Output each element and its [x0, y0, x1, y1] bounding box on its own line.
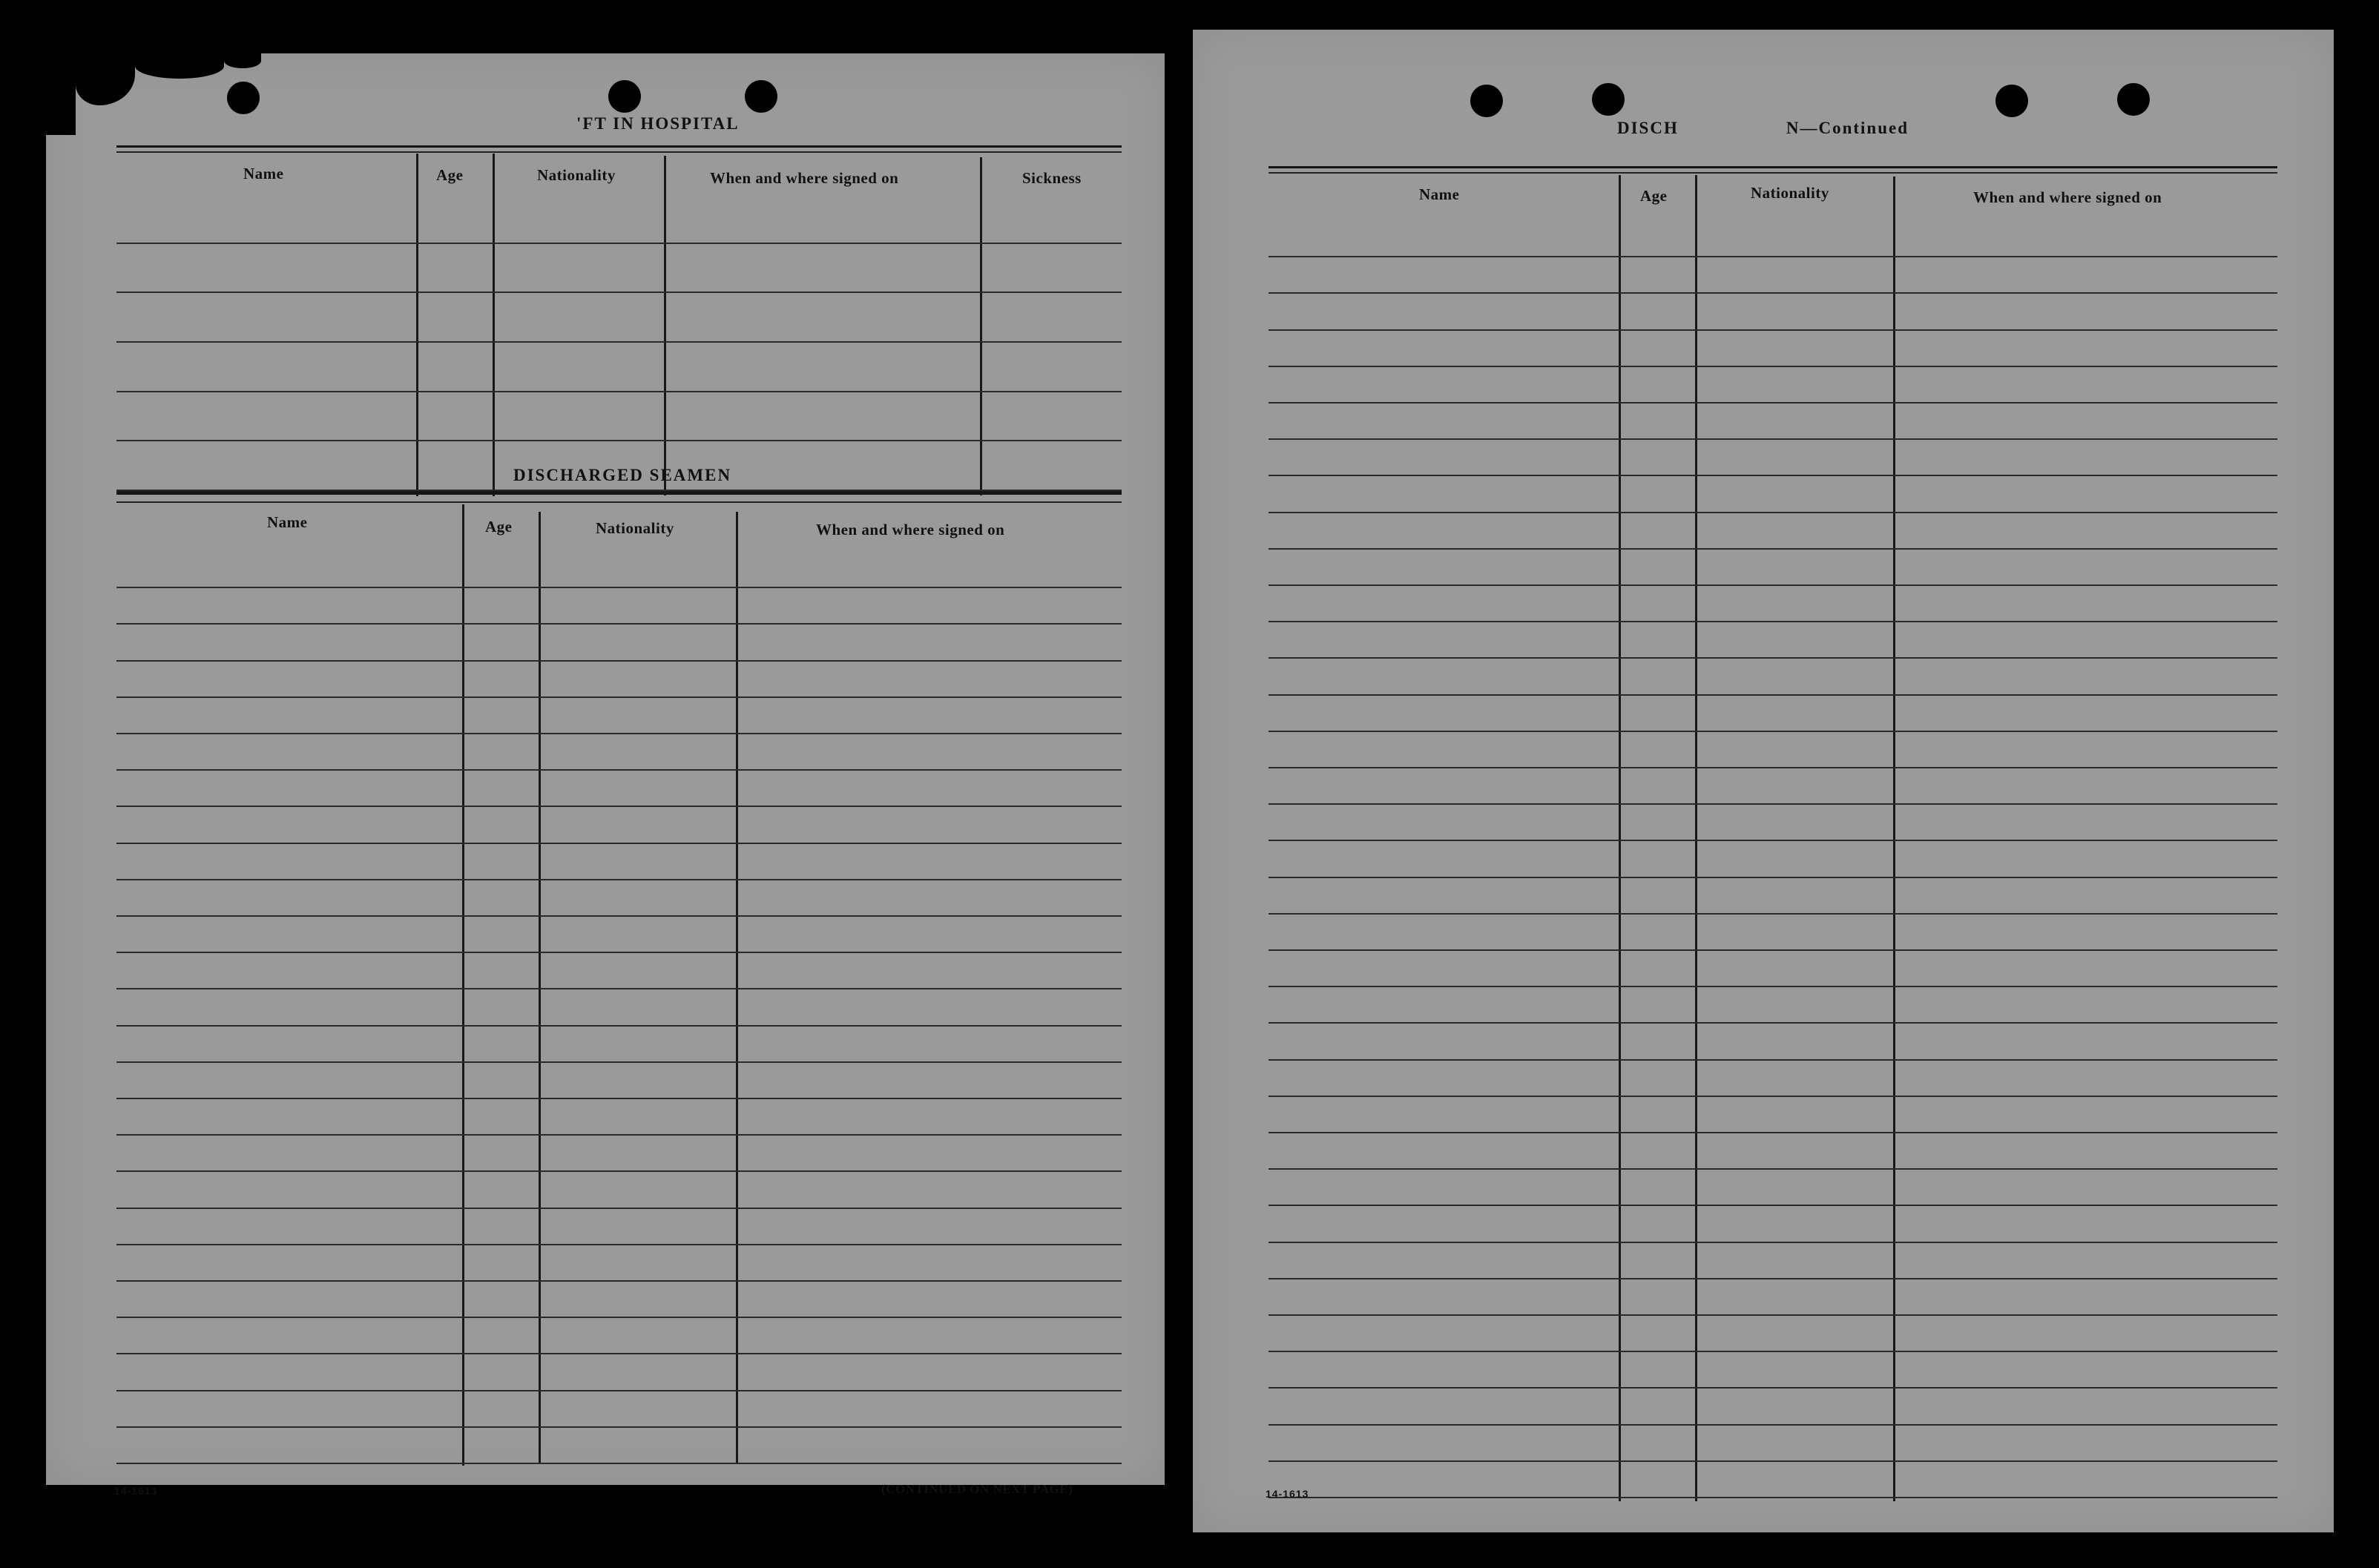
entry-row-line	[1269, 475, 2277, 476]
entry-row-line	[1269, 402, 2277, 403]
entry-row-line	[1269, 731, 2277, 732]
entry-row-line	[116, 769, 1122, 771]
section-rule	[116, 145, 1122, 148]
section-rule	[1269, 166, 2277, 168]
entry-row-line	[116, 341, 1122, 343]
punch-hole	[608, 80, 641, 113]
entry-row-line	[1269, 1278, 2277, 1279]
entry-row-line	[116, 1280, 1122, 1282]
entry-row-line	[1269, 1096, 2277, 1097]
col-header-when-where: When and where signed on	[816, 521, 1005, 538]
entry-row-line	[1269, 913, 2277, 915]
entry-row-line	[116, 587, 1122, 588]
entry-row-line	[1269, 1314, 2277, 1316]
entry-row-line	[116, 243, 1122, 244]
entry-row-line	[1269, 1205, 2277, 1206]
entry-row-line	[116, 291, 1122, 293]
entry-row-line	[1269, 256, 2277, 257]
col-header-when-where: When and where signed on	[710, 169, 899, 187]
entry-row-line	[116, 623, 1122, 625]
entry-row-line	[1269, 1351, 2277, 1352]
entry-row-line	[116, 660, 1122, 662]
entry-row-line	[1269, 512, 2277, 513]
entry-row-line	[116, 1025, 1122, 1027]
entry-row-line	[116, 806, 1122, 807]
col-header-when-where: When and where signed on	[1973, 188, 2162, 206]
title-fragment: DISCH	[1617, 119, 1679, 137]
entry-row-line	[116, 879, 1122, 880]
entry-row-line	[1269, 657, 2277, 659]
col-header-age: Age	[1640, 187, 1668, 205]
discharged-entry-rows	[116, 552, 1122, 1464]
entry-row-line	[1269, 1168, 2277, 1170]
form-number: 14-1613	[1266, 1488, 1309, 1500]
entry-row-line	[116, 1353, 1122, 1354]
entry-row-line	[116, 952, 1122, 953]
entry-row-line	[1269, 1022, 2277, 1024]
entry-row-line	[116, 1317, 1122, 1318]
entry-row-line	[116, 1061, 1122, 1063]
section-rule	[116, 151, 1122, 153]
entry-row-line	[116, 843, 1122, 844]
entry-row-line	[116, 988, 1122, 989]
punch-hole	[227, 82, 260, 114]
punch-hole	[745, 80, 777, 113]
entry-row-line	[116, 1098, 1122, 1099]
entry-row-line	[1269, 548, 2277, 550]
punch-hole	[1995, 85, 2028, 117]
col-header-age: Age	[485, 518, 513, 536]
entry-row-line	[1269, 1424, 2277, 1426]
entry-row-line	[1269, 1387, 2277, 1389]
section-rule	[116, 493, 1122, 495]
entry-row-line	[116, 915, 1122, 917]
entry-row-line	[116, 696, 1122, 698]
entry-row-line	[1269, 1497, 2277, 1498]
col-header-age: Age	[436, 166, 464, 184]
entry-row-line	[1269, 949, 2277, 951]
entry-row-line	[1269, 1132, 2277, 1133]
entry-row-line	[1269, 1460, 2277, 1462]
entry-row-line	[1269, 292, 2277, 294]
col-header-name: Name	[243, 165, 284, 182]
entry-row-line	[1269, 366, 2277, 367]
entry-row-line	[1269, 584, 2277, 586]
continued-footer: (CONTINUED ON NEXT PAGE)	[881, 1482, 1073, 1496]
discharged-continued-title	[1617, 119, 1909, 138]
form-number: 14-1613	[114, 1485, 158, 1497]
entry-row-line	[1269, 840, 2277, 841]
col-header-name: Name	[1419, 185, 1460, 203]
entry-row-line	[1269, 767, 2277, 768]
hospital-section-title: 'FT IN HOSPITAL	[576, 114, 740, 133]
torn-edge	[135, 53, 224, 79]
continued-entry-rows	[1269, 221, 2277, 1498]
torn-edge	[224, 53, 261, 68]
entry-row-line	[116, 1390, 1122, 1391]
punch-hole	[1470, 85, 1503, 117]
entry-row-line	[1269, 803, 2277, 805]
entry-row-line	[116, 1134, 1122, 1136]
entry-row-line	[116, 1170, 1122, 1172]
col-header-nationality: Nationality	[596, 519, 674, 537]
hospital-entry-rows	[116, 194, 1122, 491]
entry-row-line	[116, 1244, 1122, 1245]
entry-row-line	[1269, 694, 2277, 696]
entry-row-line	[116, 1463, 1122, 1464]
entry-row-line	[116, 1208, 1122, 1209]
section-rule	[116, 501, 1122, 503]
entry-row-line	[1269, 329, 2277, 331]
torn-edge	[46, 53, 76, 135]
title-suffix: N—Continued	[1786, 119, 1909, 137]
section-rule	[1269, 172, 2277, 174]
entry-row-line	[1269, 986, 2277, 987]
entry-row-line	[116, 1426, 1122, 1428]
right-page	[1193, 30, 2334, 1532]
col-header-nationality: Nationality	[1751, 184, 1829, 202]
discharged-section-title: DISCHARGED SEAMEN	[513, 466, 732, 484]
entry-row-line	[116, 440, 1122, 441]
entry-row-line	[1269, 877, 2277, 878]
punch-hole	[1592, 83, 1625, 116]
entry-row-line	[1269, 1242, 2277, 1243]
left-page	[46, 53, 1165, 1497]
col-header-nationality: Nationality	[537, 166, 616, 184]
entry-row-line	[116, 391, 1122, 392]
col-header-name: Name	[267, 513, 308, 531]
entry-row-line	[1269, 1059, 2277, 1061]
col-header-sickness: Sickness	[1022, 169, 1082, 187]
punch-hole	[2117, 83, 2150, 116]
entry-row-line	[1269, 621, 2277, 622]
entry-row-line	[116, 733, 1122, 734]
entry-row-line	[1269, 438, 2277, 440]
